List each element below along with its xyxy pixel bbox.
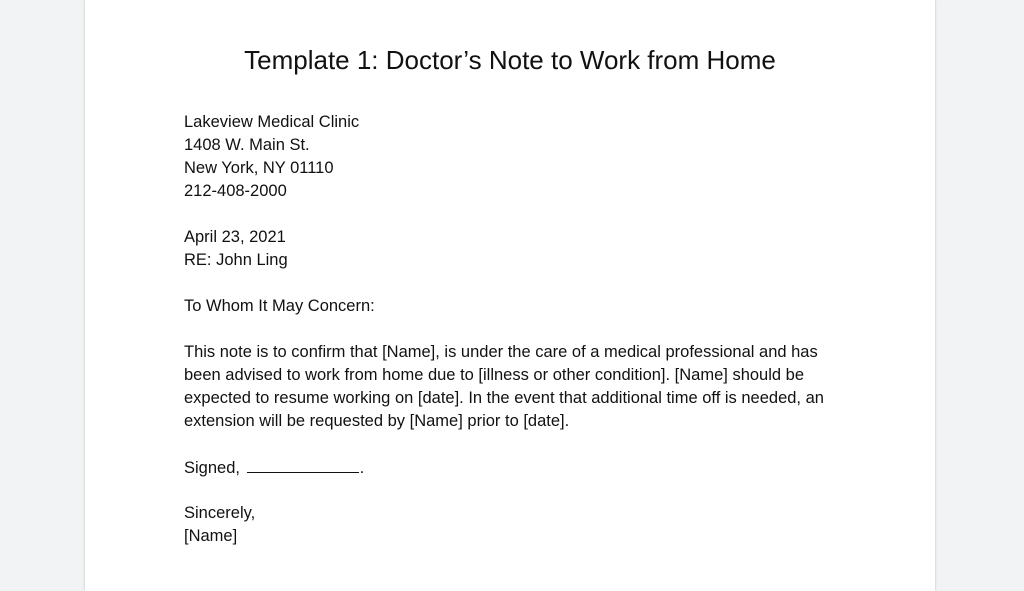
spacer (184, 318, 864, 341)
signer-name: [Name] (184, 527, 238, 545)
document-title: Template 1: Doctor’s Note to Work from Home (244, 45, 776, 75)
clinic-phone: 212-408-2000 (184, 182, 287, 200)
signed-label: Signed, (184, 459, 240, 477)
letter-date: April 23, 2021 (184, 228, 286, 246)
spacer (184, 479, 864, 502)
paragraph-line: expected to resume working on [date]. In the event that additional time off is needed, an (184, 389, 824, 407)
letter-re: RE: John Ling (184, 251, 288, 269)
closing: Sincerely, (184, 504, 256, 522)
letter-body (184, 111, 864, 548)
spacer (184, 433, 864, 456)
paragraph-line: extension will be requested by [Name] prior to [date]. (184, 412, 570, 430)
paragraph-line: been advised to work from home due to [illness or other condition]. [Name] should be (184, 366, 805, 384)
clinic-name: Lakeview Medical Clinic (184, 113, 360, 131)
document-page (85, 0, 935, 591)
spacer (184, 203, 864, 226)
clinic-city: New York, NY 01110 (184, 159, 334, 177)
paragraph-line: This note is to confirm that [Name], is under the care of a medical professional and has (184, 343, 818, 361)
spacer (184, 272, 864, 295)
signed-suffix: . (359, 459, 365, 477)
signature-blank (247, 456, 359, 473)
signed-line (184, 456, 864, 479)
clinic-street: 1408 W. Main St. (184, 136, 310, 154)
salutation: To Whom It May Concern: (184, 297, 375, 315)
